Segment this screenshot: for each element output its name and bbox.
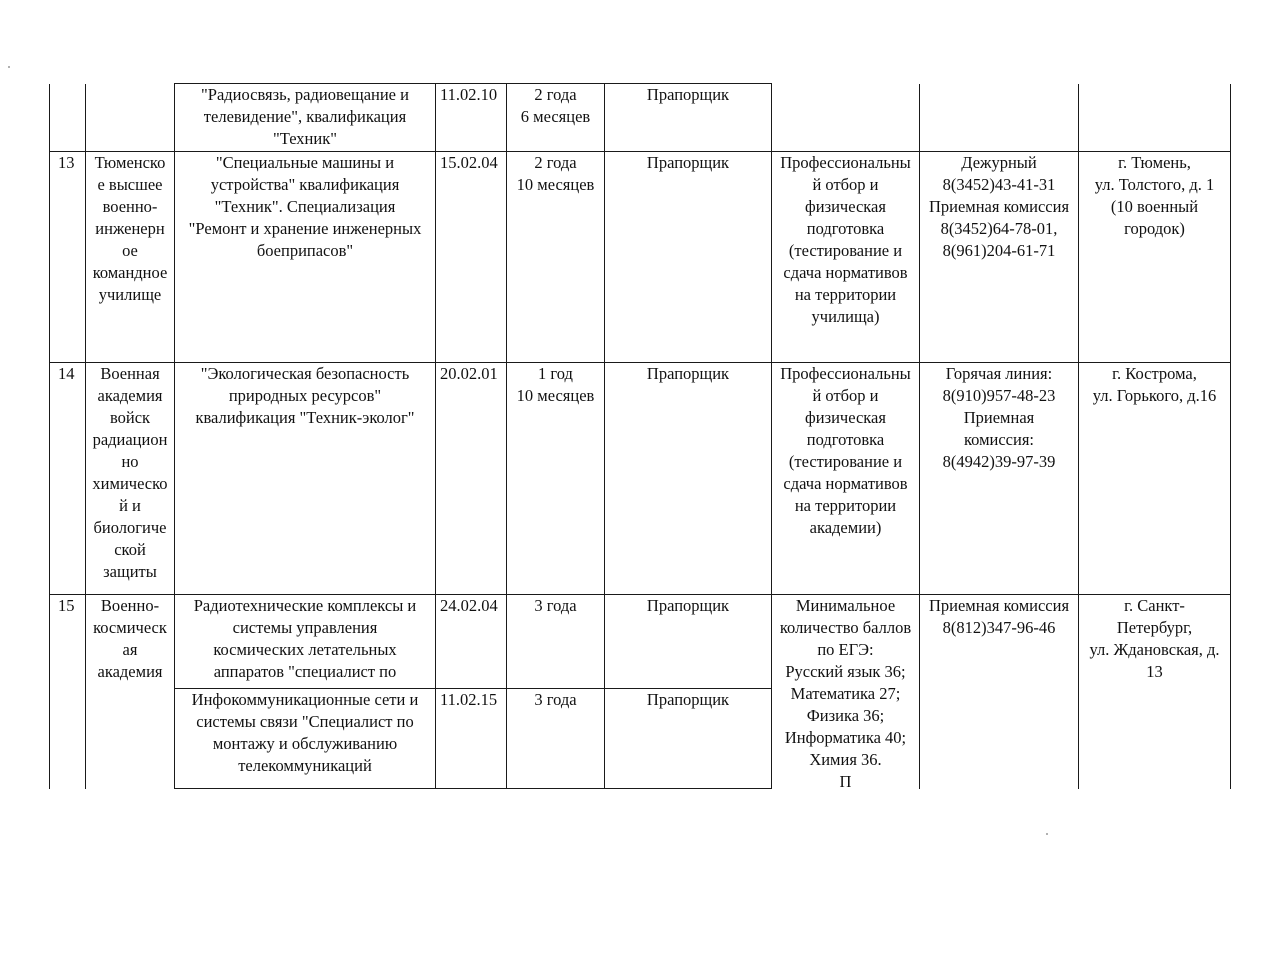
row-number-cell: 15 <box>50 595 86 789</box>
selection-cell: Профессиональны й отбор и физическая подготовка (тестирование и сдача нормативов на территории академии) <box>772 363 920 595</box>
address-cell: г. Тюмень, ул. Толстого, д. 1 (10 военный городок) <box>1079 152 1231 363</box>
table-row <box>50 363 1231 595</box>
study-duration-cell: 2 года 6 месяцев <box>507 84 605 152</box>
rank-cell: Прапорщик <box>605 152 772 363</box>
selection-cell: Профессиональны й отбор и физическая подготовка (тестирование и сдача нормативов на территории училища) <box>772 152 920 363</box>
specialty-code-cell: 15.02.04 <box>436 152 507 363</box>
specialty-code-cell: 20.02.01 <box>436 363 507 595</box>
selection-cell <box>772 84 920 152</box>
contacts-cell: Приемная комиссия 8(812)347-96-46 <box>920 595 1079 789</box>
table-row <box>50 152 1231 363</box>
selection-cell: Минимальное количество баллов по ЕГЭ: Русский язык 36; Математика 27; Физика 36; Информатика 40; Химия 36. П <box>772 595 920 789</box>
school-name-cell <box>86 84 175 152</box>
study-duration-cell: 3 года <box>507 689 605 789</box>
contacts-cell: Дежурный 8(3452)43-41-31 Приемная комиссия 8(3452)64-78-01, 8(961)204-61-71 <box>920 152 1079 363</box>
row-number-cell: 14 <box>50 363 86 595</box>
specialty-cell: "Радиосвязь, радиовещание и телевидение", квалификация "Техник" <box>175 84 436 152</box>
rank-cell: Прапорщик <box>605 689 772 789</box>
study-duration-cell: 1 год 10 месяцев <box>507 363 605 595</box>
admissions-table <box>49 83 1231 789</box>
school-name-cell: Военная академия войск радиацион но химическо й и биологиче ской защиты <box>86 363 175 595</box>
address-cell <box>1079 84 1231 152</box>
specialty-code-cell: 11.02.10 <box>436 84 507 152</box>
specialty-code-cell: 24.02.04 <box>436 595 507 689</box>
rank-cell: Прапорщик <box>605 595 772 689</box>
table-row <box>50 84 1231 152</box>
specialty-cell: Радиотехнические комплексы и системы управления космических летательных аппаратов "специалист по <box>175 595 436 689</box>
scan-speck <box>1046 833 1048 835</box>
scan-speck <box>8 66 10 68</box>
row-number-cell <box>50 84 86 152</box>
specialty-code-cell: 11.02.15 <box>436 689 507 789</box>
table-row <box>50 595 1231 689</box>
study-duration-cell: 3 года <box>507 595 605 689</box>
contacts-cell <box>920 84 1079 152</box>
address-cell: г. Кострома, ул. Горького, д.16 <box>1079 363 1231 595</box>
school-name-cell: Военно- космическ ая академия <box>86 595 175 789</box>
contacts-cell: Горячая линия: 8(910)957-48-23 Приемная комиссия: 8(4942)39-97-39 <box>920 363 1079 595</box>
rank-cell: Прапорщик <box>605 84 772 152</box>
row-number-cell: 13 <box>50 152 86 363</box>
specialty-cell: "Экологическая безопасность природных ресурсов" квалификация "Техник-эколог" <box>175 363 436 595</box>
address-cell: г. Санкт- Петербург, ул. Ждановская, д. 13 <box>1079 595 1231 789</box>
rank-cell: Прапорщик <box>605 363 772 595</box>
study-duration-cell: 2 года 10 месяцев <box>507 152 605 363</box>
school-name-cell: Тюменско е высшее военно- инженерн ое командное училище <box>86 152 175 363</box>
specialty-cell: "Специальные машины и устройства" квалификация "Техник". Специализация "Ремонт и хранение инженерных боеприпасов" <box>175 152 436 363</box>
specialty-cell: Инфокоммуникационные сети и системы связи "Специалист по монтажу и обслуживанию телекоммуникаций <box>175 689 436 789</box>
